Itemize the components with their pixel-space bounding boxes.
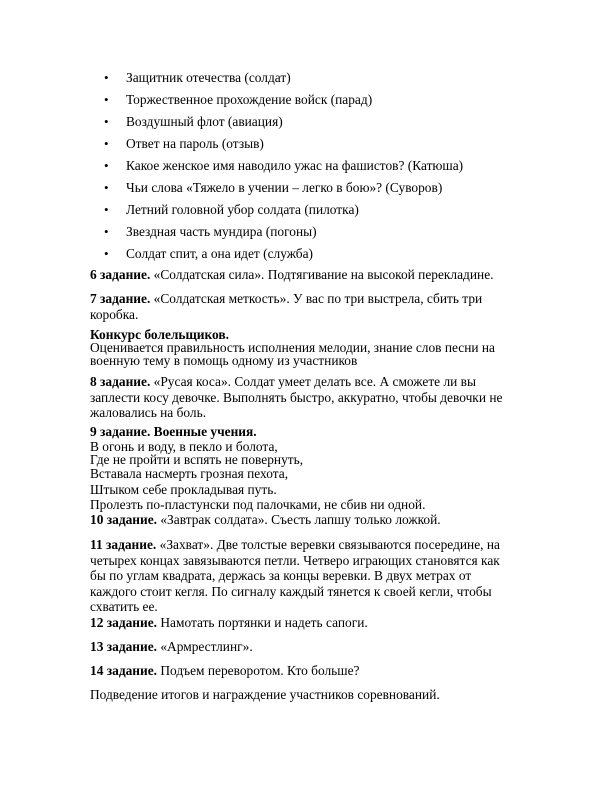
bullet-icon: • [104, 224, 109, 239]
task-label: 6 задание. [90, 267, 151, 282]
task-label: 11 задание. [90, 537, 157, 552]
list-item: • Защитник отечества (солдат) [104, 70, 291, 85]
task-14: 14 задание. Подъем переворотом. Кто больше? [90, 663, 360, 678]
task-9 [90, 425, 530, 513]
bullet-icon: • [104, 202, 109, 217]
task-label: 7 задание. [90, 291, 151, 306]
list-item: • Летний головной убор солдата (пилотка) [104, 202, 359, 217]
task-8: 8 задание. «Русая коса». Солдат умеет делать все. А сможете ли вы заплести косу девочке. Выполнять быстро, аккуратно, чтобы девочки не жаловались на боль. [90, 374, 503, 420]
task-label: 9 задание. Военные учения. [90, 424, 257, 439]
task-label: 8 задание. [90, 374, 151, 389]
poem-line: В огонь и воду, в пекло и болота, [90, 439, 278, 454]
list-item: • Воздушный флот (авиация) [104, 114, 283, 129]
list-item: • Торжественное прохождение войск (парад) [104, 92, 373, 107]
task-label: 12 задание. [90, 615, 158, 630]
bullet-icon: • [104, 180, 109, 195]
list-item: • Солдат спит, а она идет (служба) [104, 246, 314, 261]
poem-line: Где не пройти и вспять не повернуть, [90, 452, 304, 467]
task-11: 11 задание. «Захват». Две толстые веревки связываются посередине, на четырех концах завязываются петли. Четверо играющих становятся как бы по углам квадрата, держась за концы веревки. В двух метрах от каждого стоит кегля. По сигналу каждый тянется к своей кегли, чтобы схватить ее. [90, 537, 500, 614]
bullet-icon: • [104, 114, 109, 129]
task-label: 13 задание. [90, 639, 158, 654]
poem-line: Вставала насмерть грозная пехота, [90, 466, 289, 481]
task-6: 6 задание. «Солдатская сила». Подтягивание на высокой перекладине. [90, 267, 494, 282]
summary-text: Подведение итогов и награждение участников соревнований. [90, 687, 440, 702]
task-label: 14 задание. [90, 663, 158, 678]
section-title: Конкурс болельщиков. [90, 327, 229, 342]
bullet-icon: • [104, 158, 109, 173]
list-item: • Чьи слова «Тяжело в учении – легко в бою»? (Суворов) [104, 180, 443, 195]
task-12: 12 задание. Намотать портянки и надеть сапоги. [90, 615, 368, 630]
poem-line: Штыком себе прокладывая путь. [90, 481, 277, 497]
task-13: 13 задание. «Армрестлинг». [90, 639, 253, 654]
bullet-icon: • [104, 92, 109, 107]
riddle-list [0, 68, 612, 266]
fans-contest: Конкурс болельщиков. Оценивается правильность исполнения мелодии, знание слов песни на военную тему в помощь одному из участников [90, 327, 496, 368]
bullet-icon: • [104, 246, 109, 261]
task-description: Пролезть по-пластунски под палочками, не сбив ни одной. [90, 497, 426, 512]
list-item: • Какое женское имя наводило ужас на фашистов? (Катюша) [104, 158, 464, 173]
task-7: 7 задание. «Солдатская меткость». У вас по три выстрела, сбить три коробка. [90, 291, 483, 322]
bullet-icon: • [104, 136, 109, 151]
list-item: • Звездная часть мундира (погоны) [104, 224, 317, 239]
task-10: 10 задание. «Завтрак солдата». Съесть лапшу только ложкой. [90, 512, 441, 527]
list-item: • Ответ на пароль (отзыв) [104, 136, 264, 151]
bullet-icon: • [104, 70, 109, 85]
task-label: 10 задание. [90, 512, 158, 527]
